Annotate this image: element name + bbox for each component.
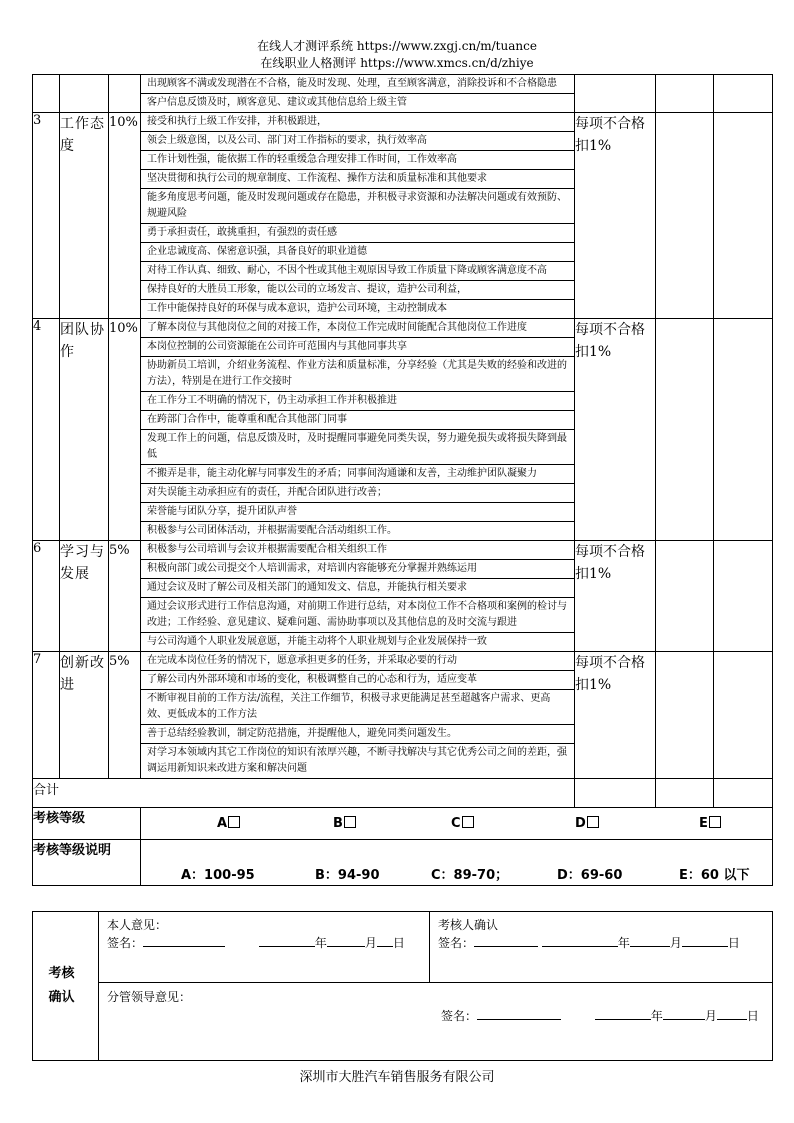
remark-cell: [714, 319, 773, 541]
criteria-item: 通过会议形式进行工作信息沟通，对前期工作进行总结，对本岗位工作不合格项和案例的检讨与改进；工作经验、意见建议、疑难问题、需协助事项以及其他信息的及时交流与跟进: [141, 598, 574, 633]
grade-desc-label: 考核等级说明: [33, 840, 141, 886]
criteria-item: 对待工作认真、细致、耐心，不因个性或其他主观原因导致工作质量下降或顾客满意度不高: [141, 262, 574, 281]
criteria-item: 协助新员工培训，介绍业务流程、作业方法和质量标准，分享经验（尤其是失败的经验和改进的方法），特别是在进行工作交接时: [141, 357, 574, 392]
penalty-rule: 每项不合格扣1%: [575, 113, 656, 319]
confirm-row-1: [33, 912, 773, 983]
criteria-item: 积极向部门或公司提交个人培训需求，对培训内容能够充分掌握并熟练运用: [141, 560, 574, 579]
remark-cell: [714, 541, 773, 652]
criteria-items: [141, 652, 575, 779]
criteria-item: 坚决贯彻和执行公司的规章制度、工作流程、操作方法和质量标准和其他要求: [141, 170, 574, 189]
remark-cell: [714, 75, 773, 113]
criteria-item: 领会上级意图，以及公司、部门对工作指标的要求，执行效率高: [141, 132, 574, 151]
assessor-signature[interactable]: 签名： 年 月 日: [438, 936, 740, 950]
criteria-item: 积极参与公司培训与会议并根据需要配合相关组织工作: [141, 541, 574, 560]
penalty-rule: 每项不合格扣1%: [575, 652, 656, 779]
grade-option-e[interactable]: E: [699, 816, 721, 831]
penalty-rule: [575, 75, 656, 113]
criteria-item: 客户信息反馈及时，顾客意见、建议或其他信息给上级主管: [147, 97, 407, 108]
criteria-item: 了解公司内外部环境和市场的变化，积极调整自己的心态和行为，适应变革: [141, 671, 574, 690]
criteria-item: 荣誉能与团队分享，提升团队声誉: [141, 503, 574, 522]
confirm-label: 考核确认: [33, 912, 99, 1061]
total-score-cell: [656, 779, 714, 808]
checkbox-icon[interactable]: [587, 816, 599, 828]
evaluation-table: [32, 74, 773, 886]
criteria-items: [141, 75, 575, 113]
row-number: 7: [33, 652, 60, 779]
criteria-item: 不断审视目前的工作方法/流程，关注工作细节，积极寻求更能满足甚至超越客户需求、更高效、更低成本的工作方法: [141, 690, 574, 725]
assessor-confirm-label: 考核人确认: [438, 918, 499, 932]
category-name: [60, 75, 109, 113]
category-name: 创新改进: [60, 652, 109, 779]
criteria-items: [141, 319, 575, 541]
score-cell: [656, 319, 714, 541]
checkbox-icon[interactable]: [344, 816, 356, 828]
criteria-item: 发现工作上的问题，信息反馈及时，及时提醒同事避免同类失误，努力避免损失或将损失降到最低: [141, 430, 574, 465]
grade-desc-values: [141, 840, 773, 886]
criteria-item: 与公司沟通个人职业发展意愿，并能主动将个人职业规划与企业发展保持一致: [147, 636, 487, 647]
grade-option-a[interactable]: A: [217, 816, 240, 831]
criteria-item: 通过会议及时了解公司及相关部门的通知发文、信息，并能执行相关要求: [141, 579, 574, 598]
criteria-item: 保持良好的大胜员工形象，能以公司的立场发言、提议，造护公司利益，: [141, 281, 574, 300]
confirm-row-2: [33, 983, 773, 1061]
checkbox-icon[interactable]: [228, 816, 240, 828]
grade-row: [33, 808, 773, 840]
checkbox-icon[interactable]: [709, 816, 721, 828]
row-number: 6: [33, 541, 60, 652]
criteria-row: [33, 541, 773, 652]
criteria-row: [33, 113, 773, 319]
total-extra-cell: [714, 779, 773, 808]
leader-opinion-label: 分管领导意见：: [107, 990, 192, 1004]
self-signature[interactable]: 签名： 年 月 日: [107, 936, 405, 950]
assessor-confirm-cell: [430, 912, 773, 983]
grade-option-b[interactable]: B: [333, 816, 356, 831]
grade-label: 考核等级: [33, 808, 141, 840]
category-weight: 5%: [109, 541, 141, 652]
total-row: [33, 779, 773, 808]
criteria-item: 本岗位控制的公司资源能在公司许可范围内与其他同事共享: [141, 338, 574, 357]
row-number: 3: [33, 113, 60, 319]
criteria-item: 在跨部门合作中，能尊重和配合其他部门同事: [141, 411, 574, 430]
self-opinion-cell: [99, 912, 430, 983]
row-number: [33, 75, 60, 113]
checkbox-icon[interactable]: [462, 816, 474, 828]
criteria-item: 了解本岗位与其他岗位之间的对接工作，本岗位工作完成时间能配合其他岗位工作进度: [141, 319, 574, 338]
score-cell: [656, 75, 714, 113]
self-opinion-label: 本人意见：: [107, 918, 168, 932]
criteria-item: 勇于承担责任，敢挑重担，有强烈的责任感: [141, 224, 574, 243]
remark-cell: [714, 652, 773, 779]
leader-opinion-cell: [99, 983, 773, 1061]
category-weight: 10%: [109, 319, 141, 541]
criteria-item: 对失误能主动承担应有的责任，并配合团队进行改善；: [141, 484, 574, 503]
grade-desc-row: [33, 840, 773, 886]
criteria-row: [33, 319, 773, 541]
category-name: 学习与发展: [60, 541, 109, 652]
criteria-row: [33, 75, 773, 113]
criteria-item: 出现顾客不满或发现潜在不合格，能及时发现、处理，直至顾客满意，消除投诉和不合格隐患: [141, 75, 574, 94]
criteria-item: 能多角度思考问题，能及时发现问题或存在隐患，并积极寻求资源和办法解决问题或有效预防、规避风险: [141, 189, 574, 224]
grade-options: [141, 808, 773, 840]
category-name: 工作态度: [60, 113, 109, 319]
grade-desc-e: E：60 以下: [679, 868, 750, 883]
confirm-table: [32, 911, 773, 1061]
grade-desc-c: C：89-70；: [431, 868, 509, 883]
penalty-rule: 每项不合格扣1%: [575, 319, 656, 541]
category-weight: 10%: [109, 113, 141, 319]
criteria-items: [141, 541, 575, 652]
criteria-item: 对学习本领域内其它工作岗位的知识有浓厚兴趣，不断寻找解决与其它优秀公司之间的差距，强调运用新知识来改进方案和解决问题: [147, 747, 567, 774]
total-label: 合计: [33, 779, 575, 808]
criteria-item: 接受和执行上级工作安排，并积极跟进，: [141, 113, 574, 132]
grade-option-c[interactable]: C: [451, 816, 474, 831]
total-cell: [575, 779, 656, 808]
criteria-item: 善于总结经验教训，制定防范措施，并提醒他人，避免同类问题发生。: [141, 725, 574, 744]
criteria-item: 在工作分工不明确的情况下，仍主动承担工作并积极推进: [141, 392, 574, 411]
criteria-row: [33, 652, 773, 779]
category-weight: 5%: [109, 652, 141, 779]
grade-desc-a: A：100-95: [181, 868, 255, 883]
remark-cell: [714, 113, 773, 319]
category-weight: [109, 75, 141, 113]
grade-desc-d: D：69-60: [557, 868, 623, 883]
criteria-item: 积极参与公司团体活动，并根据需要配合活动组织工作。: [147, 525, 397, 536]
grade-desc-b: B：94-90: [315, 868, 380, 883]
criteria-item: 工作计划性强，能依据工作的轻重缓急合理安排工作时间，工作效率高: [141, 151, 574, 170]
criteria-item: 在完成本岗位任务的情况下，愿意承担更多的任务，并采取必要的行动: [141, 652, 574, 671]
criteria-item: 工作中能保持良好的环保与成本意识，造护公司环境，主动控制成本: [147, 303, 447, 314]
company-footer: 深圳市大胜汽车销售服务有限公司: [299, 1070, 495, 1085]
penalty-rule: 每项不合格扣1%: [575, 541, 656, 652]
header-line-1: 在线人才测评系统 https://www.zxgj.cn/m/tuance: [257, 39, 537, 53]
criteria-item: 企业忠诚度高、保密意识强，具备良好的职业道德: [141, 243, 574, 262]
criteria-items: [141, 113, 575, 319]
category-name: 团队协作: [60, 319, 109, 541]
grade-option-d[interactable]: D: [575, 816, 599, 831]
score-cell: [656, 541, 714, 652]
header-line-2: 在线职业人格测评 https://www.xmcs.cn/d/zhiye: [260, 56, 534, 70]
score-cell: [656, 652, 714, 779]
score-cell: [656, 113, 714, 319]
row-number: 4: [33, 319, 60, 541]
leader-signature[interactable]: 签名： 年 月 日: [441, 1009, 759, 1023]
criteria-item: 不搬弄是非，能主动化解与同事发生的矛盾；同事间沟通谦和友善，主动维护团队凝聚力: [141, 465, 574, 484]
